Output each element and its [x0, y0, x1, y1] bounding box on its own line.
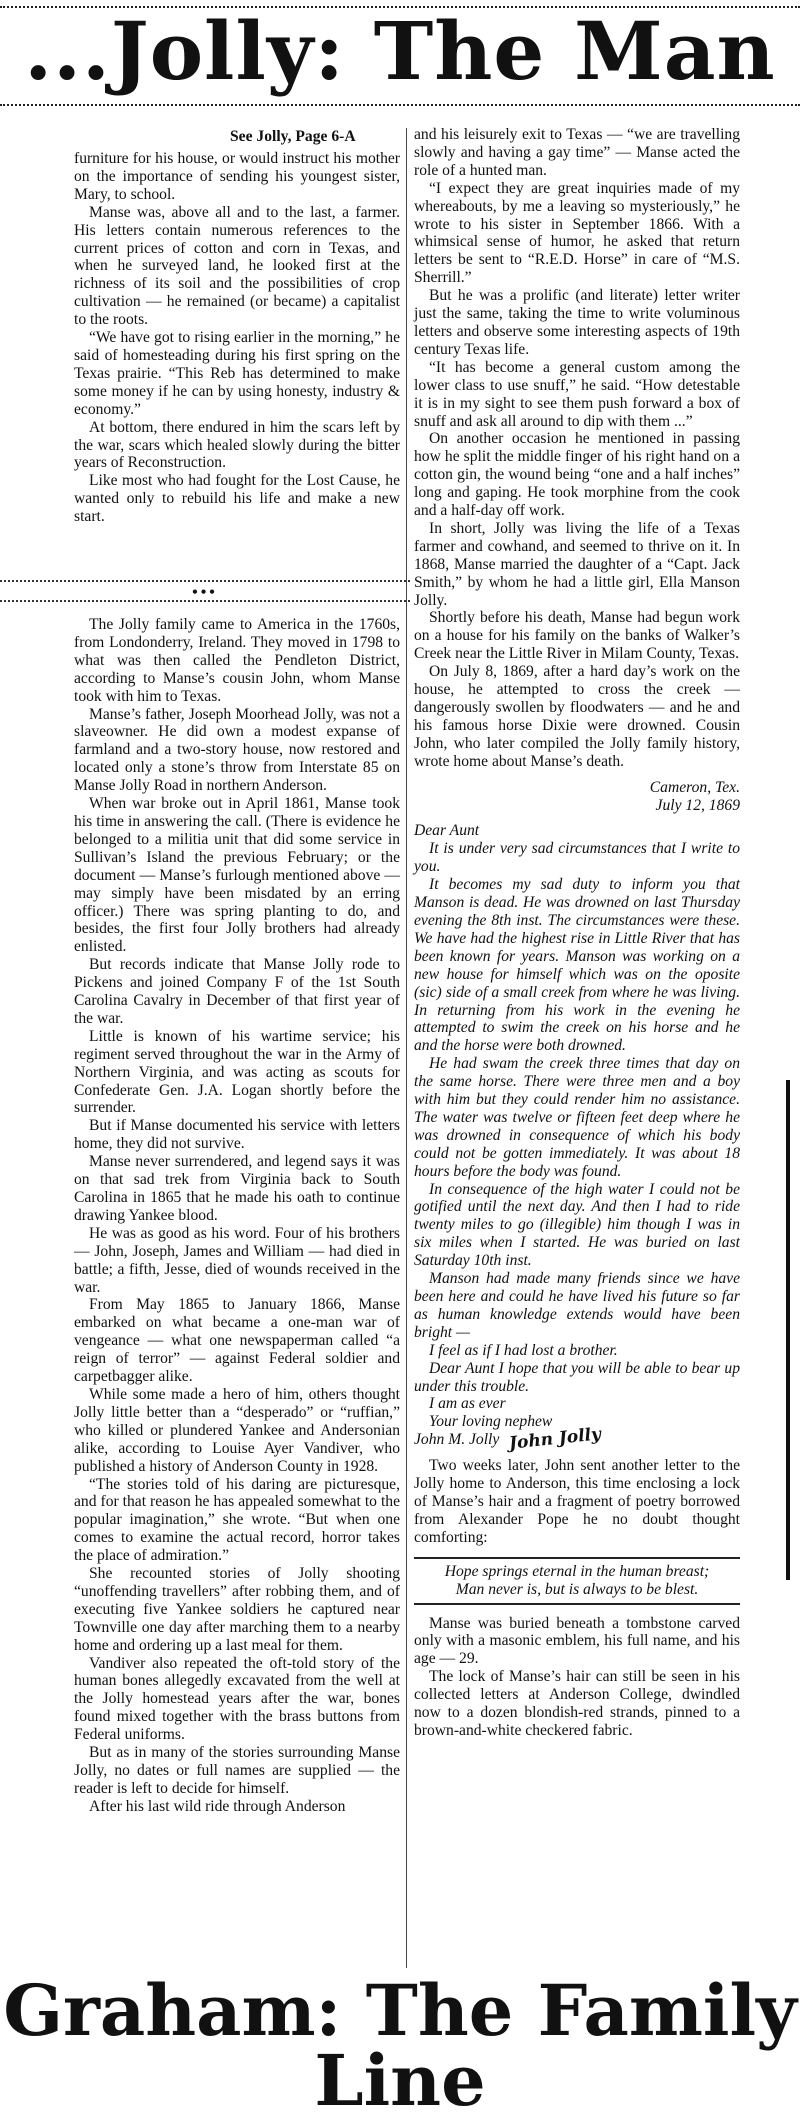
paragraph: She recounted stories of Jolly shooting “unoffending travellers” after robbing them, and of executing five Yankee soldiers he captured near Townville one day after marching them to a nearby home and ordering up a last meal for them. [74, 1565, 400, 1654]
paragraph: and his leisurely exit to Texas — “we are travelling slowly and having a gay time” — Manse acted the role of a hunted man. [414, 126, 740, 179]
paragraph: At bottom, there endured in him the scars left by the war, scars which healed slowly during the bitter years of Reconstruction. [74, 418, 400, 472]
paragraph: Manse was, above all and to the last, a farmer. His letters contain numerous references to the current prices of cotton and corn in Texas, and when he surveyed land, he looked first at the richness of its soil and the possibilities of crop cultivation — he remained (or became) a capitalist to the roots. [74, 203, 400, 329]
letter-paragraph: Manson had made many friends since we have been here and could he have lived his future so far as human knowledge extends would have been bright — [414, 1270, 740, 1341]
poem-line: Hope springs eternal in the human breast; [444, 1562, 710, 1580]
paragraph: Little is known of his wartime service; his regiment served throughout the war in the Army of Northern Virginia, and was acting as scouts for Confederate Gen. J.A. Logan shortly before the surrender. [74, 1027, 400, 1117]
paragraph: Shortly before his death, Manse had begun work on a house for his family on the banks of Walker’s Creek near the Little River in Milam County, Texas. [414, 609, 740, 663]
paragraph: When war broke out in April 1861, Manse took his time in answering the call. (There is evidence he belonged to a militia unit that did some service in Sullivan’s Island the previous February; or the document — Manse’s furlough mentioned above — may simply have been misdated by an erring officer.) There was spring planting to do, and besides, the first four Jolly brothers had already enlisted. [74, 795, 400, 956]
paragraph: Two weeks later, John sent another letter to the Jolly home to Anderson, this time enclosing a lock of Manse’s hair and a fragment of poetry borrowed from Alexander Pope he no doubt thought comforting: [414, 1457, 740, 1546]
column-rule [406, 128, 407, 1968]
letter-paragraph: In consequence of the high water I could not be gotified until the next day. And then I had to ride twenty miles to go (illegible) him though I was in six miles when I started. He was buried on last Saturday 10th inst. [414, 1180, 740, 1270]
paragraph: furniture for his house, or would instruct his mother on the importance of sending his youngest sister, Mary, to school. [74, 150, 400, 203]
signature-name: John M. Jolly [414, 1431, 500, 1449]
left-column-bottom [74, 616, 400, 1816]
letter-paragraph: Dear Aunt I hope that you will be able to bear up under this trouble. [414, 1359, 740, 1395]
next-article-headline [0, 1969, 800, 2122]
section-rule [0, 600, 410, 602]
handwritten-signature: John Jolly [508, 1424, 603, 1455]
letter-paragraph: He had swam the creek three times that day on the same horse. There were three men and a boy with him but they could render him no assistance. The water was twelve or fifteen feet deep where he was drowned in consequence of which his body could not be gotten immediately. It was about 18 hours before the body was found. [414, 1055, 740, 1180]
paragraph: “It has become a general custom among the lower class to use snuff,” he said. “How detestable it is in my sight to see them push forward a box of snuff and ask all around to dip with them ...” [414, 358, 740, 430]
paragraph: After his last wild ride through Anderson [89, 1797, 346, 1815]
paragraph: While some made a hero of him, others thought Jolly little better than a “desperado” or “ruffian,” who killed or plundered Yankee and Andersonian alike, according to Louise Ayer Vandiver, who published a history of Anderson County in 1928. [74, 1385, 400, 1475]
dateline-place: Cameron, Tex. [649, 778, 740, 796]
dateline-date: July 12, 1869 [655, 796, 740, 814]
paragraph: But records indicate that Manse Jolly rode to Pickens and joined Company F of the 1st South Carolina Cavalry in December of that first year of the war. [74, 956, 400, 1027]
paragraph: “The stories told of his daring are picturesque, and for that reason he has appealed somewhat to the popular imagination,” she wrote. “But when one comes to examine the actual record, horror takes the place of admiration.” [74, 1475, 400, 1565]
paragraph: On another occasion he mentioned in passing how he split the middle finger of his right hand on a cotton gin, the wound being “one and a half inches” long and gaping. He took morphine from the cook and a half-day off work. [414, 430, 740, 520]
paragraph: But as in many of the stories surrounding Manse Jolly, no dates or full names are supplied — the reader is left to decide for himself. [74, 1744, 400, 1797]
letter-paragraph: It becomes my sad duty to inform you that Manson is dead. He was drowned on last Thursday evening the 8th inst. The circumstances were these. We have had the highest rise in Little River that has been known for years. Manson was working on a new house for himself which was on the oposite (sic) side of a small creek from where he was living. In returning from his work in the evening he attempted to swim the creek on his horse and he and the horse were both drowned. [414, 876, 740, 1055]
letter-salutation: Dear Aunt [414, 822, 480, 840]
quoted-letter [414, 822, 740, 1455]
headline-rule [0, 104, 800, 106]
letter-signature [414, 1424, 740, 1455]
right-column [414, 126, 740, 1740]
left-column-top [74, 150, 400, 526]
paragraph: But he was a prolific (and literate) letter writer just the same, taking the time to write voluminous letters and observe some interesting aspects of 19th century Texas life. [414, 287, 740, 358]
paragraph: “I expect they are great inquiries made of my whereabouts, by me a leaving so mysteriously,” he wrote to his sister in September 1866. With a whimsical sense of humor, he asked that return letters be sent to “R.E.D. Horse” in care of “M.S. Sherrill.” [414, 179, 740, 287]
paragraph: He was as good as his word. Four of his brothers — John, Joseph, James and William — had died in battle; a fifth, Jesse, died of wounds received in the war. [74, 1224, 400, 1296]
paragraph: The Jolly family came to America in the 1760s, from Londonderry, Ireland. They moved in 1798 to what was then called the Pendleton District, according to Manse’s cousin John, whom Manse took with him to Texas. [74, 616, 400, 705]
paragraph: Manse was buried beneath a tombstone carved only with a masonic emblem, his full name, and his age — 29. [414, 1614, 740, 1668]
paragraph: The lock of Manse’s hair can still be seen in his collected letters at Anderson College, dwindled now to a dozen blondish-red strands, pinned to a brown-and-white checkered fabric. [414, 1668, 740, 1739]
poem-line: Man never is, but is always to be blest. [455, 1580, 699, 1598]
letter-closing: I am as ever [429, 1395, 506, 1413]
jump-line: See Jolly, Page 6-A [230, 128, 356, 145]
letter-paragraph: It is under very sad circumstances that I write to you. [414, 840, 740, 876]
headline: ...Jolly: The Man [24, 4, 776, 98]
page-edge-mark [786, 1080, 798, 1580]
next-headline-text: Graham: The Family Line [3, 1969, 797, 2122]
paragraph: From May 1865 to January 1866, Manse embarked on what became a one-man war of vengeance — what one newspaperman called “a reign of terror” — against Federal soldier and carpetbagger alike. [74, 1296, 400, 1386]
paragraph: But if Manse documented his service with letters home, they did not survive. [74, 1117, 400, 1153]
letter-paragraph: I feel as if I had lost a brother. [429, 1341, 618, 1359]
paragraph: Like most who had fought for the Lost Cause, he wanted only to rebuild his life and make a new start. [74, 472, 400, 526]
paragraph: On July 8, 1869, after a hard day’s work on the house, he attempted to cross the creek — dangerously swollen by floodwaters — and he and his famous horse Dixie were drowned. Cousin John, who later compiled the Jolly family history, wrote home about Manse’s death. [414, 663, 740, 770]
paragraph: Vandiver also repeated the oft-told story of the human bones allegedly excavated from the well at the Jolly homestead years after the war, bones found mixed together with the brass buttons from Federal uniforms. [74, 1654, 400, 1744]
dateline [414, 779, 740, 815]
paragraph: Manse never surrendered, and legend says it was on that sad trek from Virginia back to South Carolina in 1865 that he made his oath to continue drawing Yankee blood. [74, 1153, 400, 1224]
paragraph: In short, Jolly was living the life of a Texas farmer and cowhand, and seemed to thrive on it. In 1868, Manse married the daughter of a “Capt. Jack Smith,” by whom he had a little girl, Ella Manson Jolly. [414, 519, 740, 609]
paragraph: Manse’s father, Joseph Moorhead Jolly, was not a slaveowner. He did own a modest expanse of farmland and a two-story house, now restored and located only a stone’s throw from Interstate 85 on Manse Jolly Road in northern Anderson. [74, 705, 400, 795]
letter-closing-line: Your loving nephew [429, 1413, 553, 1431]
section-rule [0, 580, 410, 582]
paragraph: “We have got to rising earlier in the morning,” he said of homesteading during his first spring on the Texas prairie. “This Reb has determined to make some money if he can by using honesty, industry & economy.” [74, 329, 400, 418]
section-break: ••• [192, 584, 218, 601]
poem-quote [414, 1557, 740, 1605]
